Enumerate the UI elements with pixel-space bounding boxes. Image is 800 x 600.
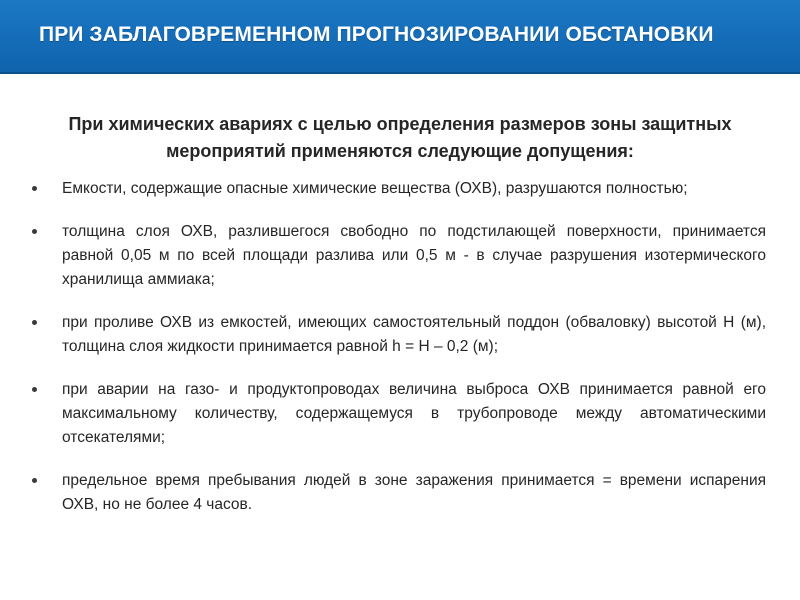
list-item	[30, 378, 766, 450]
list-item-text: Емкости, содержащие опасные химические вещества (ОХВ), разрушаются полностью;	[62, 180, 688, 197]
list-item-text: при проливе ОХВ из емкостей, имеющих самостоятельный поддон (обваловку) высотой Н (м), толщина слоя жидкости принимается равной h = Н – 0,2 (м);	[62, 314, 766, 355]
slide-title: ПРИ ЗАБЛАГОВРЕМЕННОМ ПРОГНОЗИРОВАНИИ ОБСТАНОВКИ	[39, 23, 714, 46]
list-item	[30, 469, 766, 517]
list-item-text: при аварии на газо- и продуктопроводах величина выброса ОХВ принимается равной его максимальному количеству, содержащемуся в трубопроводе между автоматическими отсекателями;	[62, 381, 766, 446]
list-item	[30, 177, 766, 201]
title-bar	[0, 0, 800, 74]
bullet-icon	[32, 186, 37, 191]
list-item-text: толщина слоя ОХВ, разлившегося свободно по подстилающей поверхности, принимается равной 0,05 м по всей площади разлива или 0,5 м - в случае разрушения изотермического хранилища аммиака;	[62, 223, 766, 288]
list-item	[30, 311, 766, 359]
intro-paragraph: При химических авариях с целью определения размеров зоны защитных мероприятий применяются следующие допущения:	[68, 114, 732, 161]
assumptions-list	[30, 177, 766, 517]
bullet-icon	[32, 387, 37, 392]
bullet-icon	[32, 478, 37, 483]
bullet-icon	[32, 229, 37, 234]
bullet-icon	[32, 320, 37, 325]
list-item	[30, 220, 766, 292]
list-item-text: предельное время пребывания людей в зоне заражения принимается = времени испарения ОХВ, но не более 4 часов.	[62, 472, 766, 513]
